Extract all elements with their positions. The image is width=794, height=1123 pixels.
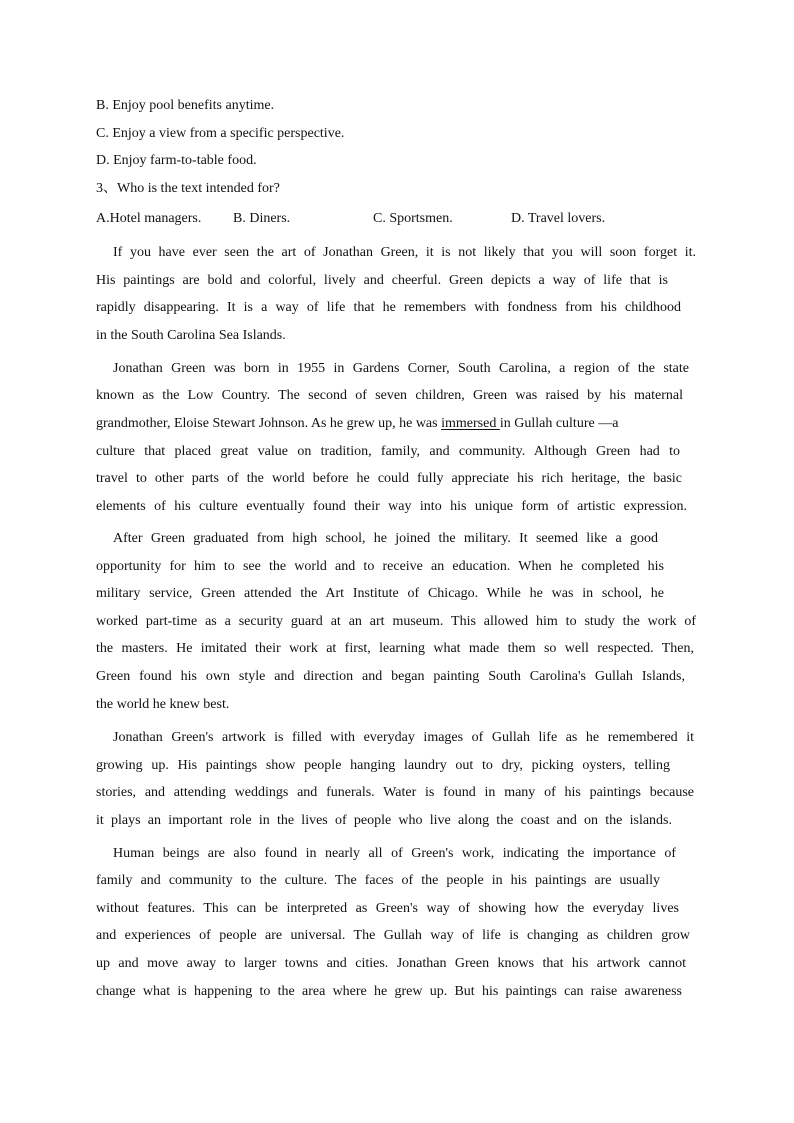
paragraph-line: worked part-time as a security guard at an art museum. This allowed him to study the work of <box>96 614 696 629</box>
paragraph-line: and experiences of people are universal. The Gullah way of life is changing as children grow <box>96 928 690 943</box>
paragraph-line: culture that placed great value on tradition, family, and community. Although Green had to <box>96 444 680 459</box>
option-d: D. Enjoy farm-to-table food. <box>96 153 257 168</box>
paragraph-line: rapidly disappearing. It is a way of life that he remembers with fondness from his childhood <box>96 300 681 315</box>
paragraph-line: travel to other parts of the world before he could fully appreciate his rich heritage, the basic <box>96 471 682 486</box>
paragraph-line: change what is happening to the area where he grew up. But his paintings can raise awareness <box>96 984 682 999</box>
paragraph-line: it plays an important role in the lives of people who live along the coast and on the islands. <box>96 813 672 828</box>
paragraph-line: the world he knew best. <box>96 697 230 712</box>
paragraph-line: His paintings are bold and colorful, lively and cheerful. Green depicts a way of life that is <box>96 273 668 288</box>
question-3-stem: 3、Who is the text intended for? <box>96 181 280 196</box>
question-3-option-c: C. Sportsmen. <box>373 211 453 226</box>
question-3-options <box>0 210 794 230</box>
paragraph-line: stories, and attending weddings and funerals. Water is found in many of his paintings because <box>96 785 694 800</box>
paragraph-line: Jonathan Green's artwork is filled with everyday images of Gullah life as he remembered it <box>113 730 694 745</box>
question-3-option-a: A.Hotel managers. <box>96 211 202 226</box>
paragraph-line: Human beings are also found in nearly all of Green's work, indicating the importance of <box>113 846 676 861</box>
underlined-word-immersed: immersed <box>441 416 500 431</box>
paragraph-line: military service, Green attended the Art Institute of Chicago. While he was in school, he <box>96 586 664 601</box>
paragraph-line: in the South Carolina Sea Islands. <box>96 328 286 343</box>
paragraph-line: without features. This can be interpreted as Green's way of showing how the everyday lives <box>96 901 679 916</box>
option-b: B. Enjoy pool benefits anytime. <box>96 98 275 113</box>
paragraph-line: After Green graduated from high school, he joined the military. It seemed like a good <box>113 531 658 546</box>
paragraph-line: up and move away to larger towns and cities. Jonathan Green knows that his artwork cannot <box>96 956 686 971</box>
paragraph-line: the masters. He imitated their work at first, learning what made them so well respected. Then, <box>96 641 694 656</box>
paragraph-line: opportunity for him to see the world and to receive an education. When he completed his <box>96 559 664 574</box>
option-c: C. Enjoy a view from a specific perspective. <box>96 126 345 141</box>
paragraph-line: If you have ever seen the art of Jonathan Green, it is not likely that you will soon forget it. <box>113 245 696 260</box>
paragraph-line: grandmother, Eloise Stewart Johnson. As he grew up, he was immersed in Gullah culture —a <box>96 416 619 431</box>
paragraph-line: known as the Low Country. The second of seven children, Green was raised by his maternal <box>96 388 683 403</box>
paragraph-line: growing up. His paintings show people hanging laundry out to dry, picking oysters, telling <box>96 758 670 773</box>
paragraph-line: elements of his culture eventually found their way into his unique form of artistic expression. <box>96 499 687 514</box>
question-3-option-b: B. Diners. <box>233 211 291 226</box>
paragraph-line: Green found his own style and direction and began painting South Carolina's Gullah Islands, <box>96 669 685 684</box>
question-3-option-d: D. Travel lovers. <box>511 211 606 226</box>
paragraph-line: family and community to the culture. The faces of the people in his paintings are usually <box>96 873 660 888</box>
paragraph-line: Jonathan Green was born in 1955 in Gardens Corner, South Carolina, a region of the state <box>113 361 689 376</box>
